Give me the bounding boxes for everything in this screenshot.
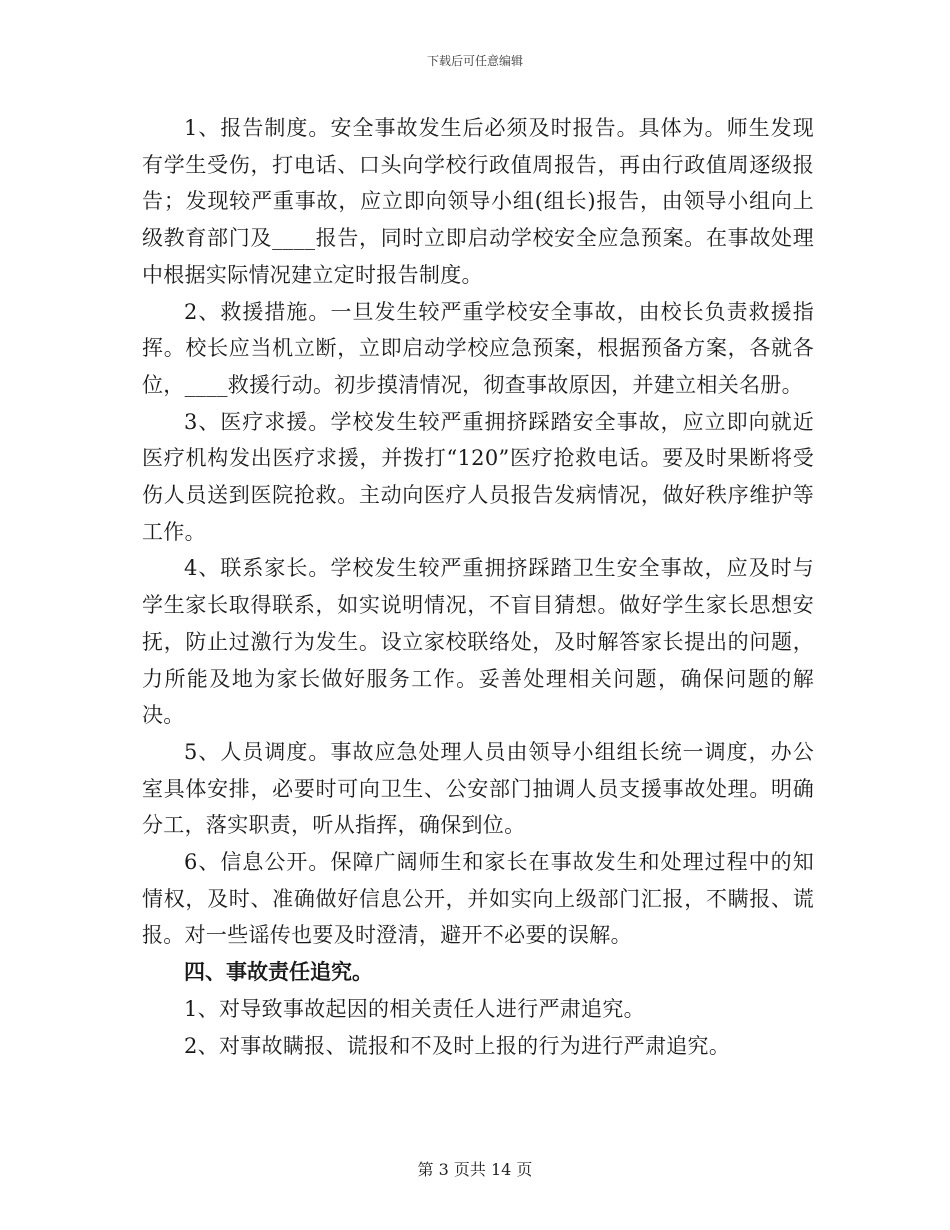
page-footer: 第 3 页共 14 页	[417, 1160, 533, 1179]
section-heading: 四、事故责任追究。	[184, 959, 373, 985]
page-header: 下载后可任意编辑	[426, 54, 523, 68]
document-body	[142, 110, 814, 1064]
list-item: 1、对导致事故起因的相关责任人进行严肃追究。	[184, 996, 645, 1021]
list-item: 2、对事故瞒报、谎报和不及时上报的行为进行严肃追究。	[184, 1033, 731, 1058]
paragraph-personnel-dispatch: 5、人员调度。事故应急处理人员由领导小组组长统一调度，办公室具体安排，必要时可向卫生、公安部门抽调人员支援事故处理。明确分工，落实职责，听从指挥，确保到位。	[142, 739, 814, 838]
paragraph-report-system: 1、报告制度。安全事故发生后必须及时报告。具体为。师生发现有学生受伤，打电话、口头向学校行政值周报告，再由行政值周逐级报告；发现较严重事故，应立即向领导小组(组长)报告，由领导小组向上级教育部门及____报告，同时立即启动学校安全应急预案。在事故处理中根据实际情况建立定时报告制度。	[142, 116, 814, 287]
paragraph-medical-aid: 3、医疗求援。学校发生较严重拥挤踩踏安全事故，应立即向就近医疗机构发出医疗求援，并拨打“120”医疗抢救电话。要及时果断将受伤人员送到医院抢救。主动向医疗人员报告发病情况，做好秩序维护等工作。	[142, 409, 814, 544]
paragraph-information-disclosure: 6、信息公开。保障广阔师生和家长在事故发生和处理过程中的知情权，及时、准确做好信息公开，并如实向上级部门汇报，不瞒报、谎报。对一些谣传也要及时澄清，避开不必要的误解。	[142, 850, 814, 948]
paragraph-contact-parents: 4、联系家长。学校发生较严重拥挤踩踏卫生安全事故，应及时与学生家长取得联系，如实说明情况，不盲目猜想。做好学生家长思想安抚，防止过激行为发生。设立家校联络处，及时解答家长提出的问题，力所能及地为家长做好服务工作。妥善处理相关问题，确保问题的解决。	[142, 556, 814, 728]
paragraph-rescue-measures: 2、救援措施。一旦发生较严重学校安全事故，由校长负责救援指挥。校长应当机立断，立即启动学校应急预案，根据预备方案，各就各位，____救援行动。初步摸清情况，彻查事故原因，并建立相关名册。	[142, 299, 814, 397]
